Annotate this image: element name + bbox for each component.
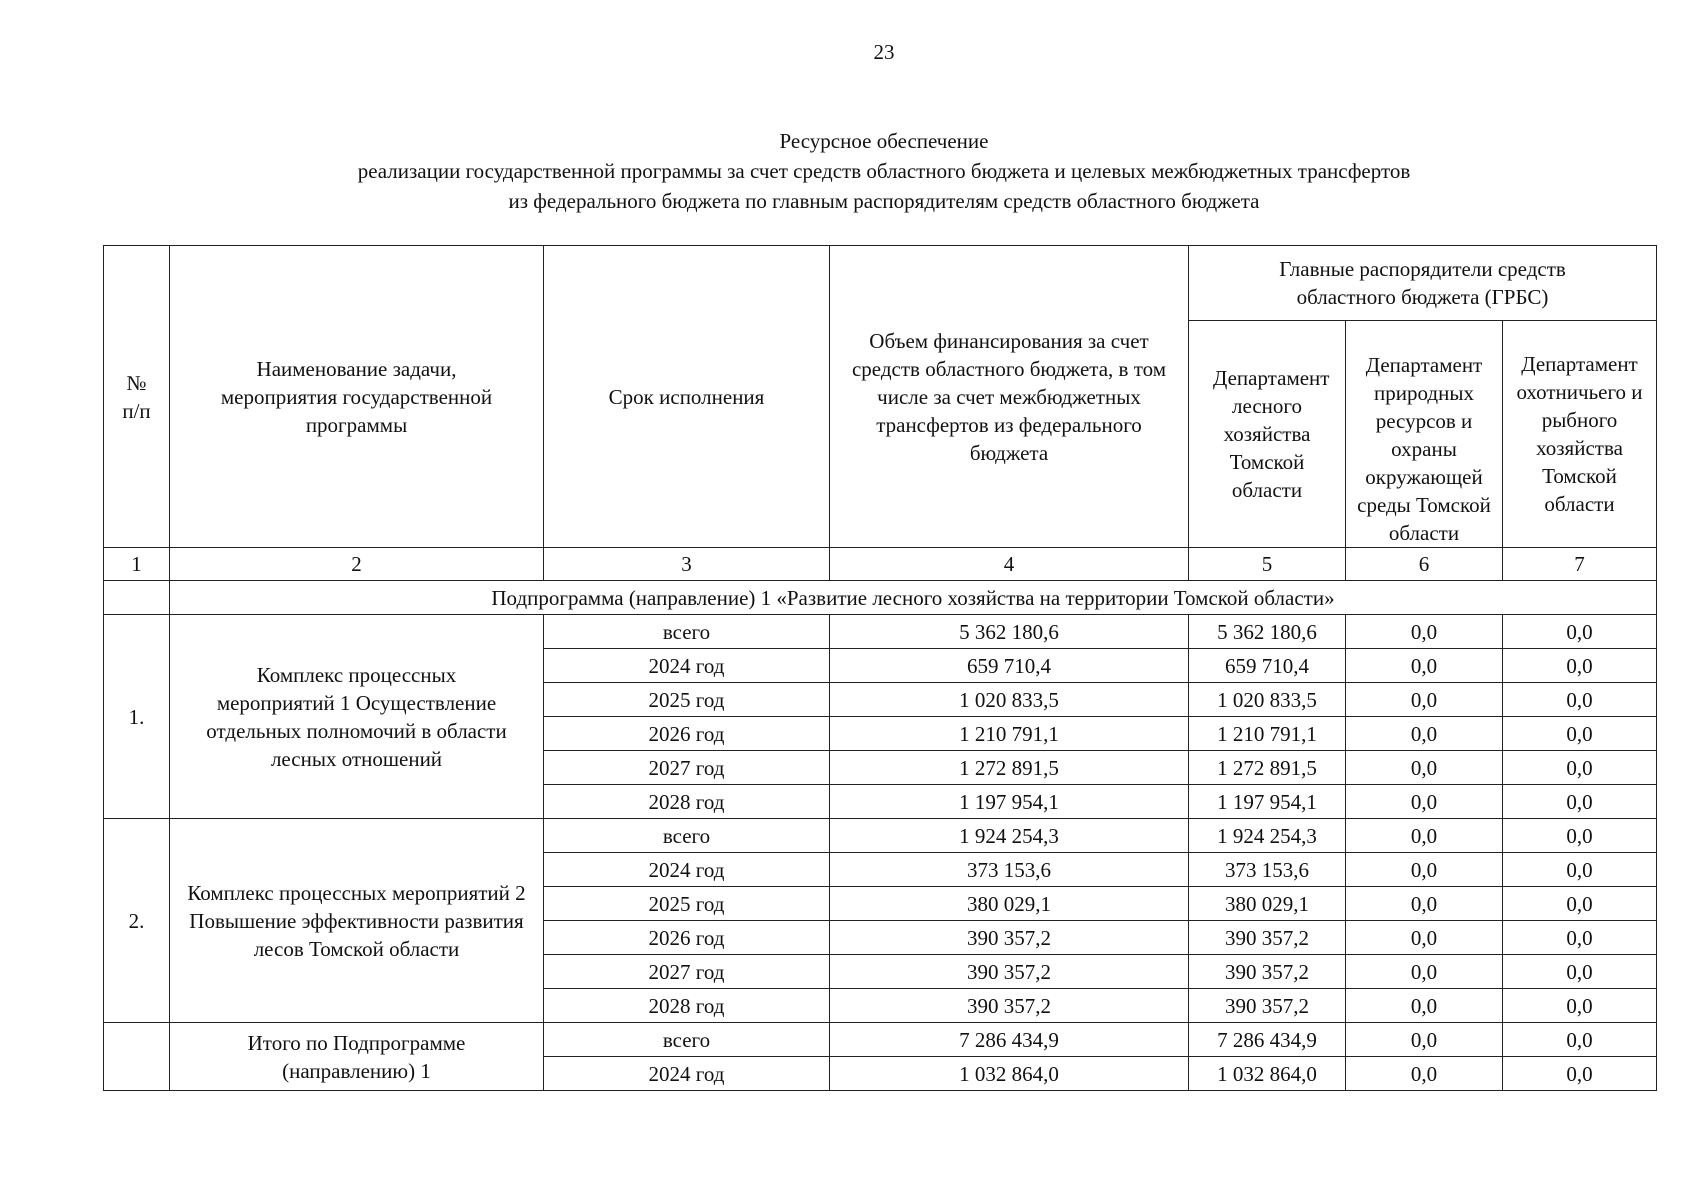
cell-dep2: 0,0 [1346, 1023, 1503, 1057]
column-number: 3 [544, 548, 830, 581]
cell-dep2: 0,0 [1346, 683, 1503, 717]
cell-dep2: 0,0 [1346, 649, 1503, 683]
column-number: 2 [170, 548, 544, 581]
cell-term: 2027 год [544, 751, 830, 785]
cell-term: 2026 год [544, 921, 830, 955]
cell-dep1: 390 357,2 [1189, 989, 1346, 1023]
cell-dep3: 0,0 [1503, 921, 1657, 955]
cell-dep2: 0,0 [1346, 989, 1503, 1023]
item-name: Комплекс процессных мероприятий 1 Осуществление отдельных полномочий в области лесных отношений [170, 615, 544, 819]
item-name: Комплекс процессных мероприятий 2 Повышение эффективности развития лесов Томской области [170, 819, 544, 1023]
cell-dep2: 0,0 [1346, 1057, 1503, 1091]
cell-total: 1 924 254,3 [830, 819, 1189, 853]
table-row [104, 1023, 1657, 1057]
cell-dep2: 0,0 [1346, 615, 1503, 649]
cell-dep1: 1 272 891,5 [1189, 751, 1346, 785]
page-number: 23 [873, 40, 895, 64]
header-task: Наименование задачи, мероприятия государственной программы [170, 246, 544, 548]
subprogram-num-cell [104, 581, 170, 615]
cell-dep1: 390 357,2 [1189, 955, 1346, 989]
cell-total: 373 153,6 [830, 853, 1189, 887]
cell-term: 2024 год [544, 853, 830, 887]
cell-total: 380 029,1 [830, 887, 1189, 921]
cell-dep3: 0,0 [1503, 1023, 1657, 1057]
cell-total: 390 357,2 [830, 955, 1189, 989]
cell-dep3: 0,0 [1503, 887, 1657, 921]
cell-dep3: 0,0 [1503, 717, 1657, 751]
cell-dep1: 373 153,6 [1189, 853, 1346, 887]
cell-term: 2028 год [544, 989, 830, 1023]
header-term: Срок исполнения [544, 246, 830, 548]
column-number: 1 [104, 548, 170, 581]
cell-total: 390 357,2 [830, 921, 1189, 955]
cell-dep2: 0,0 [1346, 717, 1503, 751]
header-dep-forestry: Департамент лесного хозяйства Томской области [1189, 321, 1346, 548]
item-name: Итого по Подпрограмме (направлению) 1 [170, 1023, 544, 1091]
cell-dep1: 1 924 254,3 [1189, 819, 1346, 853]
cell-dep3: 0,0 [1503, 683, 1657, 717]
cell-total: 5 362 180,6 [830, 615, 1189, 649]
cell-dep3: 0,0 [1503, 1057, 1657, 1091]
header-num: № п/п [104, 246, 170, 548]
cell-term: 2024 год [544, 1057, 830, 1091]
subprogram-title: Подпрограмма (направление) 1 «Развитие лесного хозяйства на территории Томской области» [170, 581, 1657, 615]
cell-dep1: 380 029,1 [1189, 887, 1346, 921]
table-row [104, 819, 1657, 853]
cell-total: 659 710,4 [830, 649, 1189, 683]
cell-dep2: 0,0 [1346, 853, 1503, 887]
cell-dep1: 1 032 864,0 [1189, 1057, 1346, 1091]
column-number: 6 [1346, 548, 1503, 581]
item-number [104, 1023, 170, 1091]
cell-term: 2025 год [544, 887, 830, 921]
cell-dep3: 0,0 [1503, 649, 1657, 683]
item-number: 2. [104, 819, 170, 1023]
header-dep-natural-resources: Департамент природных ресурсов и охраны окружающей среды Томской области [1346, 321, 1503, 548]
cell-term: всего [544, 615, 830, 649]
cell-total: 7 286 434,9 [830, 1023, 1189, 1057]
column-number: 4 [830, 548, 1189, 581]
title-line-2: реализации государственной программы за счет средств областного бюджета и целевых межбюджетных трансфертов [357, 159, 1411, 183]
cell-dep2: 0,0 [1346, 955, 1503, 989]
cell-total: 1 210 791,1 [830, 717, 1189, 751]
cell-dep2: 0,0 [1346, 751, 1503, 785]
cell-total: 1 197 954,1 [830, 785, 1189, 819]
cell-dep2: 0,0 [1346, 921, 1503, 955]
cell-dep1: 7 286 434,9 [1189, 1023, 1346, 1057]
cell-dep1: 659 710,4 [1189, 649, 1346, 683]
cell-total: 1 272 891,5 [830, 751, 1189, 785]
cell-term: 2025 год [544, 683, 830, 717]
title-line-1: Ресурсное обеспечение [779, 129, 989, 153]
cell-dep3: 0,0 [1503, 785, 1657, 819]
cell-dep3: 0,0 [1503, 853, 1657, 887]
cell-dep1: 5 362 180,6 [1189, 615, 1346, 649]
cell-dep2: 0,0 [1346, 819, 1503, 853]
document-title [0, 126, 1698, 216]
cell-dep3: 0,0 [1503, 751, 1657, 785]
cell-term: 2026 год [544, 717, 830, 751]
cell-dep3: 0,0 [1503, 615, 1657, 649]
title-line-3: из федерального бюджета по главным распорядителям средств областного бюджета [508, 189, 1260, 213]
cell-total: 1 020 833,5 [830, 683, 1189, 717]
cell-term: 2024 год [544, 649, 830, 683]
cell-dep2: 0,0 [1346, 785, 1503, 819]
cell-term: 2028 год [544, 785, 830, 819]
cell-dep1: 1 020 833,5 [1189, 683, 1346, 717]
cell-dep1: 1 210 791,1 [1189, 717, 1346, 751]
budget-table [103, 245, 1657, 1091]
cell-term: всего [544, 819, 830, 853]
column-number: 7 [1503, 548, 1657, 581]
cell-dep3: 0,0 [1503, 955, 1657, 989]
cell-dep1: 1 197 954,1 [1189, 785, 1346, 819]
cell-term: всего [544, 1023, 830, 1057]
cell-total: 390 357,2 [830, 989, 1189, 1023]
cell-term: 2027 год [544, 955, 830, 989]
cell-dep3: 0,0 [1503, 819, 1657, 853]
cell-dep3: 0,0 [1503, 989, 1657, 1023]
cell-dep2: 0,0 [1346, 887, 1503, 921]
table-row [104, 615, 1657, 649]
item-number: 1. [104, 615, 170, 819]
cell-dep1: 390 357,2 [1189, 921, 1346, 955]
column-number: 5 [1189, 548, 1346, 581]
header-dep-hunting-fishing: Департамент охотничьего и рыбного хозяйства Томской области [1503, 321, 1657, 548]
header-volume: Объем финансирования за счет средств областного бюджета, в том числе за счет межбюджетных трансфертов из федерального бюджета [830, 246, 1189, 548]
header-grbs: Главные распорядители средств областного бюджета (ГРБС) [1189, 246, 1657, 321]
cell-total: 1 032 864,0 [830, 1057, 1189, 1091]
